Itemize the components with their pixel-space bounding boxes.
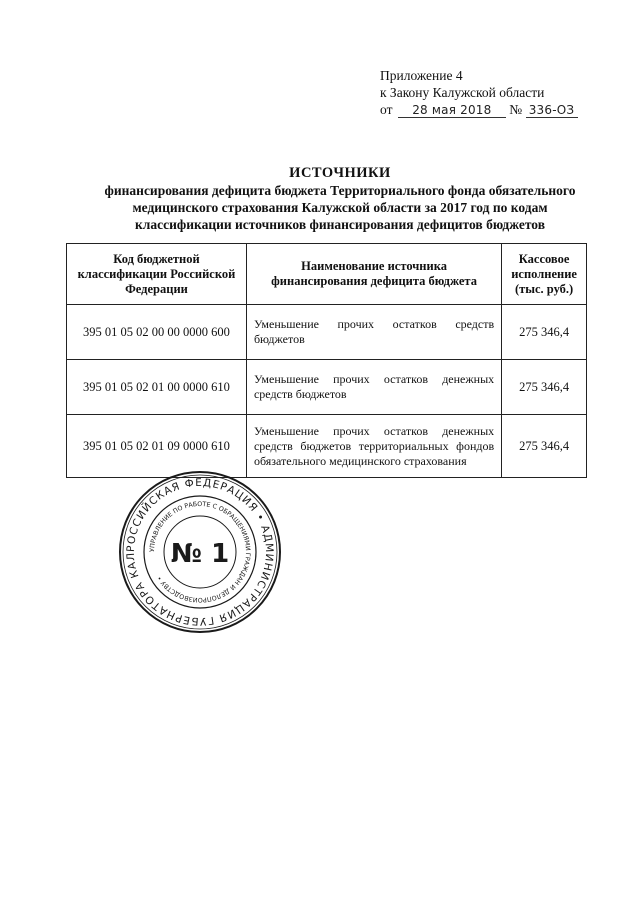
row-amount: 275 346,4	[502, 360, 587, 415]
row-name: Уменьшение прочих остатков денежных средств бюджетов территориальных фондов обязательного медицинского страхования	[246, 415, 501, 478]
title-line-2: медицинского страхования Калужской области за 2017 год по кодам	[132, 200, 548, 215]
appendix-line-2: к Закону Калужской области	[380, 85, 545, 100]
sources-table	[66, 243, 587, 478]
number-prefix: №	[509, 102, 523, 117]
table-row	[67, 305, 587, 360]
seal-inner-text: УПРАВЛЕНИЕ ПО РАБОТЕ С ОБРАЩЕНИЯМИ ГРАЖДАН И ДЕЛОПРОИЗВОДСТВУ •	[148, 500, 252, 604]
appendix-block	[380, 67, 610, 118]
appendix-line-1: Приложение 4	[380, 68, 463, 83]
row-name: Уменьшение прочих остатков средств бюджетов	[246, 305, 501, 360]
header-code: Код бюджетной классификации Российской Федерации	[67, 244, 247, 305]
from-prefix: от	[380, 102, 393, 117]
document-title	[60, 165, 620, 233]
table-row	[67, 360, 587, 415]
seal-center-number: № 1	[170, 539, 230, 569]
row-name: Уменьшение прочих остатков денежных средств бюджетов	[246, 360, 501, 415]
row-code: 395 01 05 02 01 09 0000 610	[67, 415, 247, 478]
title-line-3: классификации источников финансирования дефицитов бюджетов	[135, 217, 545, 232]
row-code: 395 01 05 02 00 00 0000 600	[67, 305, 247, 360]
row-amount: 275 346,4	[502, 305, 587, 360]
law-date: 28 мая 2018	[398, 103, 506, 118]
title-heading: ИСТОЧНИКИ	[289, 165, 391, 181]
appendix-date-line	[380, 101, 610, 118]
seal-outer-text: РОССИЙСКАЯ ФЕДЕРАЦИЯ • АДМИНИСТРАЦИЯ ГУБЕРНАТОРА КАЛ	[124, 476, 276, 628]
header-amount: Кассовое исполнение (тыс. руб.)	[502, 244, 587, 305]
header-name: Наименование источника финансирования дефицита бюджета	[246, 244, 501, 305]
official-seal	[115, 467, 285, 637]
title-line-1: финансирования дефицита бюджета Территориального фонда обязательного	[104, 183, 576, 198]
row-code: 395 01 05 02 01 00 0000 610	[67, 360, 247, 415]
table-header-row	[67, 244, 587, 305]
law-number: 336-ОЗ	[526, 103, 578, 118]
seal-graphic	[115, 467, 285, 637]
row-amount: 275 346,4	[502, 415, 587, 478]
